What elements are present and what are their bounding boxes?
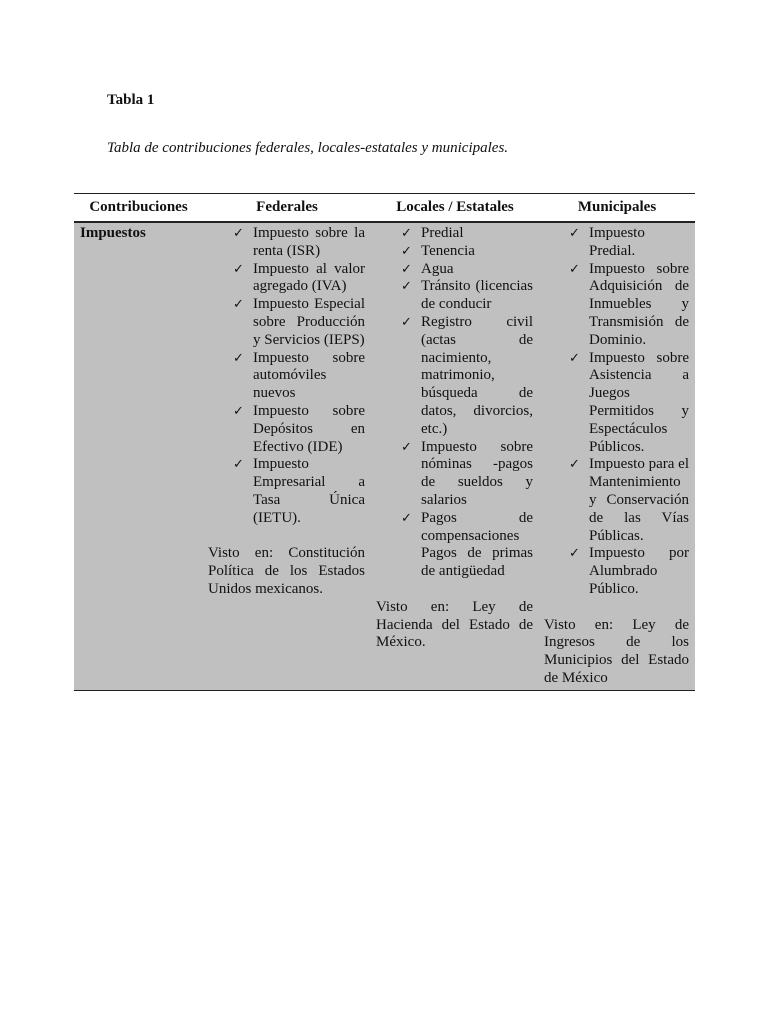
list-item-text: Impuesto sobre automóviles nuevos: [253, 349, 365, 402]
list-item-text: Impuesto para el Mantenimiento y Conservación de las Vías Públicas.: [589, 456, 689, 544]
list-item: [544, 456, 689, 545]
list-item-text: Predial: [421, 225, 464, 241]
list-item-text: Agua: [421, 260, 454, 277]
list-item: [544, 350, 689, 457]
list-item: [376, 261, 533, 279]
checkmark-icon: ✓: [401, 243, 412, 259]
municipales-list: [544, 225, 689, 599]
checkmark-icon: ✓: [233, 457, 244, 473]
locales-list: [376, 225, 533, 581]
checkmark-icon: ✓: [233, 403, 244, 419]
list-item: [376, 225, 533, 243]
list-item-text: Impuesto sobre Depósitos en Efectivo (IDE): [253, 402, 365, 455]
list-item-text: Impuesto sobre Asistencia a Juegos Permitidos y Espectáculos Públicos.: [589, 349, 689, 455]
cell-locales: [371, 225, 539, 688]
locales-source-note: Visto en: Ley de Hacienda del Estado de México.: [376, 598, 533, 651]
list-item: [544, 545, 689, 598]
checkmark-icon: ✓: [401, 261, 412, 277]
header-contribuciones: Contribuciones: [89, 198, 188, 215]
checkmark-icon: ✓: [569, 457, 580, 473]
list-item: [376, 510, 533, 581]
cell-municipales: [539, 225, 695, 688]
municipales-source-note: Visto en: Ley de Ingresos de los Municipios del Estado de México: [544, 616, 689, 686]
list-item-text: Tenencia: [421, 242, 475, 259]
checkmark-icon: ✓: [401, 279, 412, 295]
header-federales: Federales: [256, 198, 318, 215]
table-header-row: [74, 194, 695, 223]
list-item: [376, 243, 533, 261]
list-item: [376, 439, 533, 510]
list-item-text: Tránsito (licencias de conducir: [421, 278, 533, 313]
checkmark-icon: ✓: [233, 297, 244, 313]
checkmark-icon: ✓: [233, 261, 244, 277]
header-municipales: Municipales: [577, 198, 657, 215]
checkmark-icon: ✓: [401, 510, 412, 526]
table-label: Tabla 1: [107, 92, 155, 108]
table-caption: Tabla de contribuciones federales, locales-estatales y municipales.: [107, 140, 509, 156]
list-item-text: Impuesto por Alumbrado Público.: [589, 545, 689, 597]
list-item: [376, 314, 533, 439]
list-item: [544, 225, 689, 261]
checkmark-icon: ✓: [233, 226, 244, 241]
checkmark-icon: ✓: [569, 261, 580, 277]
list-item: [208, 261, 365, 297]
list-item: [208, 403, 365, 456]
cell-federales: [203, 225, 371, 688]
checkmark-icon: ✓: [401, 226, 412, 241]
list-item-text: Impuesto sobre la renta (ISR): [253, 225, 365, 259]
list-item-text: Impuesto Empresarial a Tasa Única (IETU).: [253, 456, 365, 526]
table-row-impuestos: [74, 223, 695, 690]
header-locales: Locales / Estatales: [396, 198, 514, 215]
list-item: [376, 278, 533, 314]
row-label: Impuestos: [80, 225, 146, 241]
list-item: [208, 225, 365, 261]
list-item-text: Impuesto Predial.: [589, 225, 645, 259]
list-item: [208, 456, 365, 527]
checkmark-icon: ✓: [233, 350, 244, 366]
contributions-table: [74, 193, 695, 691]
federales-source-note: Visto en: Constitución Política de los Estados Unidos mexicanos.: [208, 545, 365, 597]
checkmark-icon: ✓: [569, 546, 580, 562]
list-item-text: Registro civil (actas de nacimiento, matrimonio, búsqueda de datos, divorcios, etc.): [421, 313, 533, 437]
list-item-text: Impuesto sobre nóminas -pagos de sueldos y salarios: [421, 438, 533, 508]
list-item-text: Pagos de compensaciones Pagos de primas de antigüedad: [421, 509, 533, 580]
checkmark-icon: ✓: [401, 314, 412, 330]
list-item-text: Impuesto sobre Adquisición de Inmuebles y Transmisión de Dominio.: [589, 260, 689, 348]
list-item-text: Impuesto Especial sobre Producción y Servicios (IEPS): [253, 296, 365, 348]
checkmark-icon: ✓: [569, 350, 580, 366]
list-item: [208, 350, 365, 403]
checkmark-icon: ✓: [569, 226, 580, 241]
federales-list: [208, 225, 365, 528]
list-item-text: Impuesto al valor agregado (IVA): [253, 260, 365, 295]
list-item: [544, 261, 689, 350]
list-item: [208, 296, 365, 349]
checkmark-icon: ✓: [401, 439, 412, 455]
